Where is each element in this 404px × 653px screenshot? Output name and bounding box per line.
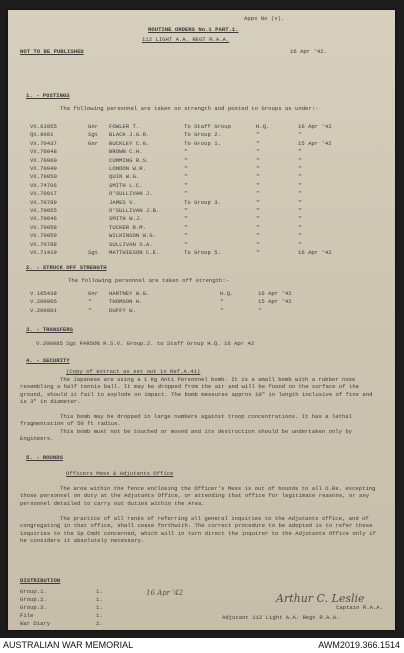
cell-date: " xyxy=(298,198,302,206)
cell-no: VX.61055 xyxy=(30,123,57,130)
cell-unit: " xyxy=(220,298,224,306)
cell-name: BROWN C.H. xyxy=(109,148,143,156)
cell-dest: To Group 1. xyxy=(184,139,221,147)
cell-unit: " xyxy=(256,215,260,223)
cell-no: QX.9001 xyxy=(30,131,54,139)
cell-rank: Sgt xyxy=(88,131,99,139)
cell-rank: " xyxy=(88,306,92,314)
cell-rank: Sgt xyxy=(88,249,99,256)
appendix-number: Appx No (v). xyxy=(244,15,285,22)
table-row xyxy=(8,148,395,155)
cell-name: DUFFY W. xyxy=(109,306,136,314)
cell-name: CUMMING R.S. xyxy=(109,156,150,164)
cell-unit: " xyxy=(256,207,260,214)
cell-dest: " xyxy=(184,232,188,240)
cell-date: " xyxy=(298,156,302,164)
cell-unit: H.Q. xyxy=(256,123,270,130)
unit-title: 112 LIGHT A.A. REGT R.A.A. xyxy=(142,36,230,43)
table-row xyxy=(8,207,395,214)
cell-unit: " xyxy=(256,165,260,172)
cell-date: " xyxy=(298,223,302,231)
archive-footer xyxy=(0,638,404,653)
cell-date: " xyxy=(298,173,302,181)
distribution-label: Group.1. xyxy=(20,588,47,595)
signatory-title: Adjutant 112 Light A.A. Regt R.A.A. xyxy=(222,614,340,621)
cell-dest: " xyxy=(184,173,188,181)
table-row xyxy=(8,249,395,256)
cell-no: VX.70048 xyxy=(30,148,57,156)
section-subheading: Officers Mess & Adjutants Office xyxy=(66,470,174,477)
cell-date: " xyxy=(298,232,302,240)
cell-name: TUCKER R.M. xyxy=(109,223,146,231)
table-row xyxy=(8,241,395,248)
distribution-n: 1. xyxy=(96,596,103,603)
cell-rank: Gnr xyxy=(88,139,99,147)
section-heading: 2. - STRUCK OFF STRENGTH xyxy=(26,264,107,271)
cell-no: VX.71419 xyxy=(30,249,57,256)
cell-unit: " xyxy=(256,181,260,189)
section-subheading: (Copy of extract as set out in Ref.A.41) xyxy=(66,368,201,375)
cell-no: VX.70058 xyxy=(30,223,57,231)
distribution-heading: DISTRIBUTION xyxy=(20,577,61,584)
security-paragraph: The Japanese are using a 1 Kg Anti Personnel bomb. It is a small bomb with a rubber nose resembling a half tennis ball. It may be dropped from the air and will be found on the surface of the ground, should it fail to explode on impact. The bomb measures approx 10" in length inclusive of fins and is 3" in diameter. xyxy=(20,376,373,406)
cell-dest: To Group 3. xyxy=(184,198,221,206)
cell-unit: " xyxy=(256,240,260,248)
distribution-n: 1. xyxy=(96,604,103,611)
archive-reference: AWM2019.366.1514 xyxy=(318,640,400,650)
cell-unit: " xyxy=(256,173,260,181)
cell-name: BUCKLEY C.G. xyxy=(109,139,150,147)
cell-date: " xyxy=(298,207,302,214)
cell-date: 16 Apr '42 xyxy=(258,290,292,297)
cell-unit: " xyxy=(256,198,260,206)
section-intro: The following personnel are taken off strength:- xyxy=(68,277,230,284)
cell-unit: " xyxy=(256,156,260,164)
cell-date: " xyxy=(258,306,262,314)
handwritten-signature: Arthur C. Leslie xyxy=(276,592,365,605)
cell-rank: Gnr xyxy=(88,290,99,297)
cell-no: VX.70789 xyxy=(30,198,57,206)
cell-no: VX.70059 xyxy=(30,232,57,240)
cell-unit: " xyxy=(256,131,260,139)
cell-name: THOMSON H. xyxy=(109,298,143,306)
cell-rank: " xyxy=(88,298,92,306)
cell-unit: " xyxy=(256,249,260,256)
cell-name: WILKINSON W.G. xyxy=(109,232,156,240)
not-published-notice: NOT TO BE PUBLISHED xyxy=(20,48,84,55)
cell-date: 16 Apr '42 xyxy=(298,123,332,130)
cell-dest: To Group 5. xyxy=(184,249,221,256)
cell-name: SULLIVAN S.A. xyxy=(109,240,153,248)
cell-date: 15 Apr '42 xyxy=(298,139,332,147)
cell-name: LONDON W.R. xyxy=(109,165,146,172)
cell-no: VX.70046 xyxy=(30,215,57,223)
cell-unit: " xyxy=(256,232,260,240)
section-heading: 3. - TRANSFERS xyxy=(26,326,73,333)
cell-date: " xyxy=(298,181,302,189)
table-row xyxy=(8,290,395,297)
table-row xyxy=(8,224,395,231)
cell-no: VX.70050 xyxy=(30,173,57,181)
cell-name: MATTHIESON C.E. xyxy=(109,249,160,256)
cell-rank: Gnr xyxy=(88,123,99,130)
cell-unit: H.Q. xyxy=(220,290,234,297)
table-row xyxy=(8,182,395,189)
document-title: ROUTINE ORDERS No.1 PART.1. xyxy=(148,26,239,33)
cell-date: " xyxy=(298,131,302,139)
cell-no: V.200001 xyxy=(30,306,57,314)
cell-name: SMITH L.C. xyxy=(109,181,143,189)
transfer-line: V.200085 Sgt PARSON R.S.V. Group.2. to Staff Group H.Q. 16 Apr 42 xyxy=(36,340,255,347)
table-row xyxy=(8,199,395,206)
rounds-paragraph: The area within the fence enclosing the Officer's Mess is out of bounds to all O.Rs. excepting those personnel on duty at the Adjutants Office, or attending that office for legitimate reasons, or any personnel detailed to carry out duties within the Area. xyxy=(20,485,376,507)
cell-dest: " xyxy=(184,156,188,164)
cell-no: VX.70017 xyxy=(30,190,57,198)
cell-dest: " xyxy=(184,207,188,214)
cell-dest: " xyxy=(184,223,188,231)
cell-no: V.200005 xyxy=(30,298,57,306)
table-row xyxy=(8,157,395,164)
table-row xyxy=(8,123,395,130)
table-row xyxy=(8,215,395,222)
cell-dest: " xyxy=(184,240,188,248)
cell-name: O'SULLIVAN J. xyxy=(109,190,153,198)
distribution-n: 2. xyxy=(96,620,103,627)
cell-no: VX.70060 xyxy=(30,156,57,164)
table-row xyxy=(8,307,395,314)
cell-name: O'SULLIVAN J.B. xyxy=(109,207,160,214)
order-date: 16 Apr '42. xyxy=(290,48,327,55)
cell-no: VX.70049 xyxy=(30,165,57,172)
handwritten-date: 16 Apr '42 xyxy=(146,589,184,597)
cell-unit: " xyxy=(256,148,260,156)
cell-date: 15 Apr '42 xyxy=(258,298,292,306)
cell-dest: " xyxy=(184,148,188,156)
table-row xyxy=(8,165,395,172)
cell-date: " xyxy=(298,148,302,156)
distribution-label: File xyxy=(20,612,34,619)
section-heading: 4. - SECURITY xyxy=(26,357,70,364)
cell-date: " xyxy=(298,190,302,198)
cell-name: BLACK J.G.R. xyxy=(109,131,150,139)
cell-no: VX.70437 xyxy=(30,139,57,147)
cell-no: VX.70055 xyxy=(30,207,57,214)
cell-dest: " xyxy=(184,190,188,198)
table-row xyxy=(8,232,395,239)
cell-dest: " xyxy=(184,181,188,189)
table-row xyxy=(8,173,395,180)
cell-date: 16 Apr '42 xyxy=(298,249,332,256)
cell-name: JAMES V. xyxy=(109,198,136,206)
cell-no: VX.70788 xyxy=(30,240,57,248)
distribution-label: Group.3. xyxy=(20,604,47,611)
table-row xyxy=(8,298,395,305)
distribution-label: War Diary xyxy=(20,620,51,627)
cell-dest: To Staff Group xyxy=(184,123,231,130)
cell-no: VX.74706 xyxy=(30,181,57,189)
rounds-paragraph: The practice of all ranks of referring all general inquiries to the Adjutants office, and of congregating in that office, shall cease forthwith. The correct procedure to be adopted is to refer these inquiries to the Sp Cmdt concerned, which will in turn direct the inquirer to the Adjutants Office only if he considers it absolutely necessary. xyxy=(20,515,376,545)
section-intro: The following personnel are taken on strength and posted to Groups as under:- xyxy=(60,105,319,112)
security-paragraph: This bomb must not be touched or moved and its destruction should be undertaken only by Engineers. xyxy=(20,428,353,443)
document-page xyxy=(8,10,395,630)
cell-unit: " xyxy=(256,139,260,147)
security-paragraph: This bomb may be dropped in large numbers against troop concentrations. It has a lethal fragmentation of 50 ft radius. xyxy=(20,413,353,428)
cell-dest: " xyxy=(184,215,188,223)
section-heading: 5. - ROUNDS xyxy=(26,454,63,461)
cell-name: HARTNEY W.G. xyxy=(109,290,150,297)
cell-dest: To Group 2. xyxy=(184,131,221,139)
cell-unit: " xyxy=(220,306,224,314)
signatory-rank: Captain R.A.A. xyxy=(336,604,383,611)
distribution-n: 1. xyxy=(96,588,103,595)
cell-date: " xyxy=(298,215,302,223)
cell-no: V.165438 xyxy=(30,290,57,297)
section-heading: 1. - POSTINGS xyxy=(26,92,70,99)
cell-dest: " xyxy=(184,165,188,172)
cell-date: " xyxy=(298,240,302,248)
cell-name: FOWLER T. xyxy=(109,123,140,130)
table-row xyxy=(8,190,395,197)
archive-name: AUSTRALIAN WAR MEMORIAL xyxy=(3,640,134,650)
cell-name: SMITH W.J. xyxy=(109,215,143,223)
table-row xyxy=(8,140,395,147)
cell-date: " xyxy=(298,165,302,172)
cell-name: QUIN W.G. xyxy=(109,173,140,181)
distribution-label: Group.2. xyxy=(20,596,47,603)
distribution-n: 1. xyxy=(96,612,103,619)
cell-unit: " xyxy=(256,223,260,231)
cell-unit: " xyxy=(256,190,260,198)
table-row xyxy=(8,131,395,138)
